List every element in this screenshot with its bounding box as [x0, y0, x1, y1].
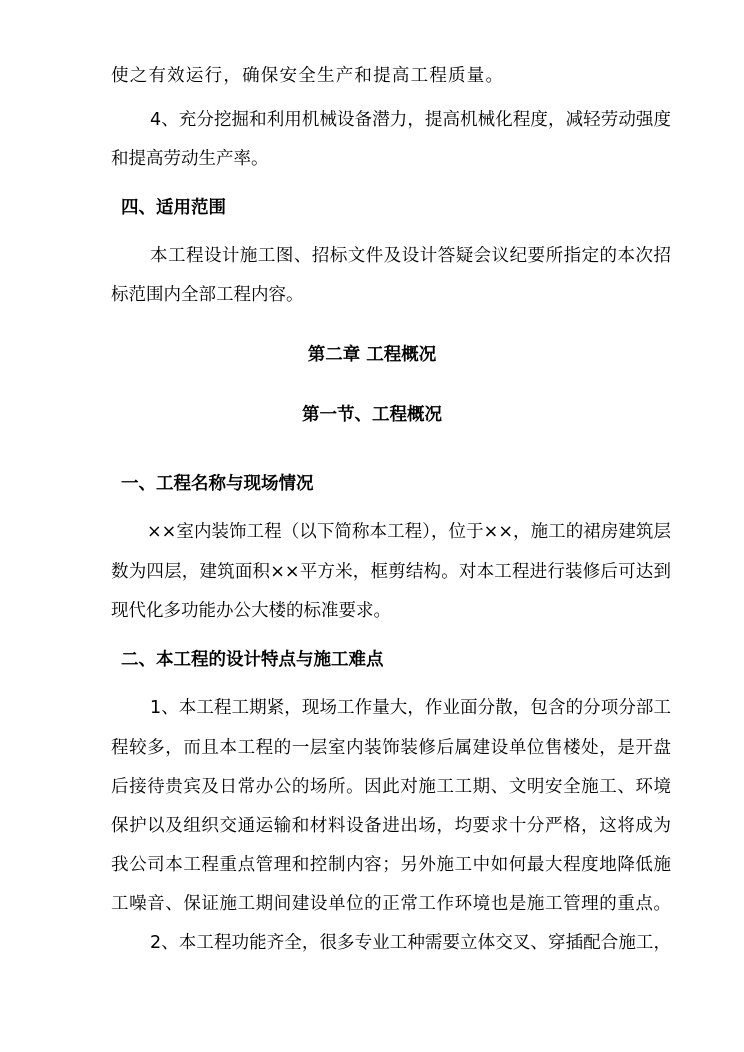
paragraph-line: 本工程设计施工图、招标文件及设计答疑会议纪要所指定的本次招 [150, 246, 671, 266]
section-title: 第一节、工程概况 [302, 405, 442, 425]
section-heading: 二、本工程的设计特点与施工难点 [121, 650, 384, 670]
paragraph-line: 后接待贵宾及日常办公的场所。因此对施工工期、文明安全施工、环境 [111, 777, 671, 797]
section-heading: 一、工程名称与现场情况 [121, 474, 314, 494]
chapter-title: 第二章 工程概况 [307, 345, 437, 365]
paragraph-line: 使之有效运行，确保安全生产和提高工程质量。 [111, 66, 503, 86]
paragraph-line: 现代化多功能办公大楼的标准要求。 [111, 601, 391, 621]
paragraph-line: 2、本工程功能齐全，很多专业工种需要立体交叉、穿插配合施工， [150, 933, 671, 953]
paragraph-line: 1、本工程工期紧，现场工作量大，作业面分散，包含的分项分部工 [150, 698, 671, 718]
paragraph-line: 标范围内全部工程内容。 [111, 285, 304, 305]
section-heading: 四、适用范围 [121, 198, 226, 218]
paragraph-line: 和提高劳动生产率。 [111, 149, 269, 169]
paragraph-line: 数为四层，建筑面积××平方米，框剪结构。对本工程进行装修后可达到 [111, 562, 671, 582]
paragraph-line: 我公司本工程重点管理和控制内容；另外施工中如何最大程度地降低施 [111, 855, 671, 875]
paragraph-line: 工噪音、保证施工期间建设单位的正常工作环境也是施工管理的重点。 [111, 894, 671, 914]
paragraph-line: ××室内装饰工程（以下简称本工程），位于××，施工的裙房建筑层 [147, 522, 671, 542]
paragraph-line: 4、充分挖掘和利用机械设备潜力，提高机械化程度，减轻劳动强度 [150, 110, 671, 130]
paragraph-line: 程较多，而且本工程的一层室内装饰装修后属建设单位售楼处，是开盘 [111, 738, 671, 758]
paragraph-line: 保护以及组织交通运输和材料设备进出场，均要求十分严格，这将成为 [111, 816, 671, 836]
